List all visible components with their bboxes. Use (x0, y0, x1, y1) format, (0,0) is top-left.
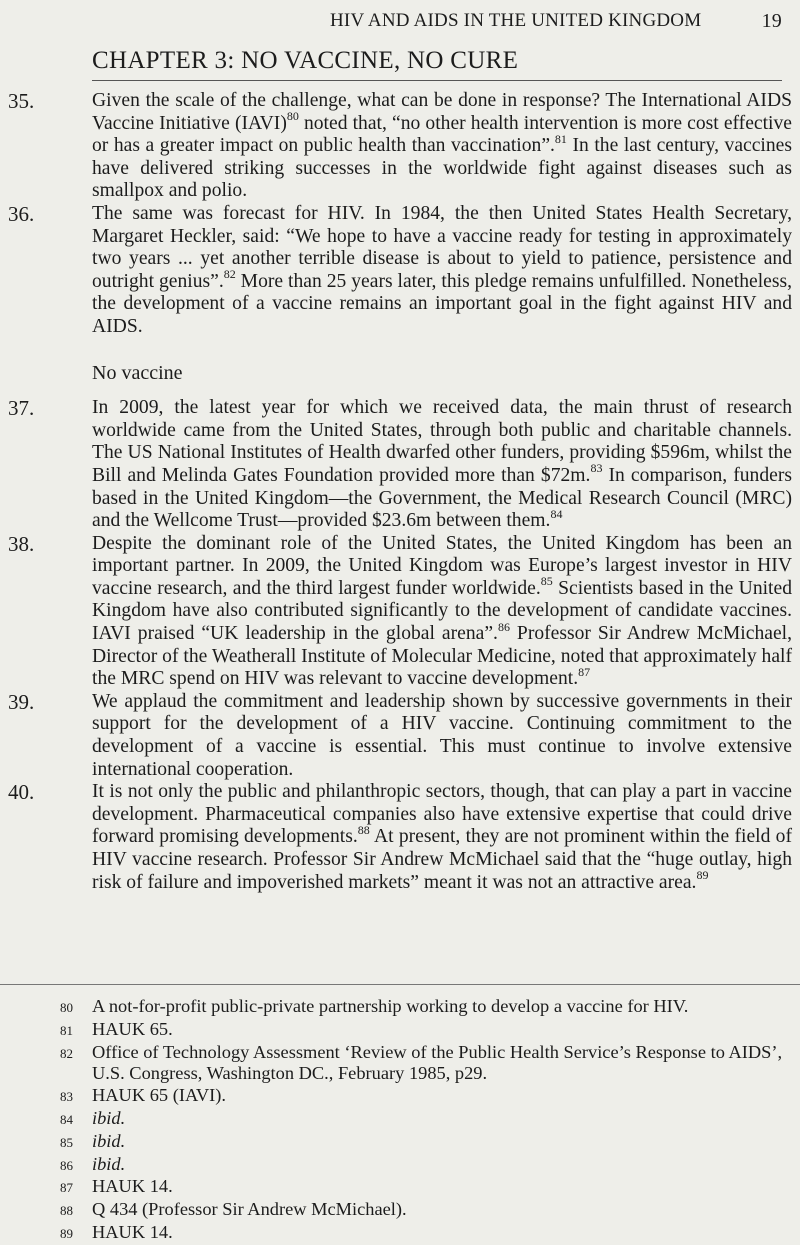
text-run: Given the scale of the challenge, what can be done in response? The International AIDS Vaccine Initiative (IAVI) (92, 90, 792, 134)
footnote (60, 1042, 788, 1086)
footnote-text: HAUK 65. (92, 1018, 173, 1039)
footnote-text: HAUK 14. (92, 1221, 173, 1242)
text-run: noted that, “no other health intervention is more cost effective or has a greater impact on public health than vaccination”. (92, 112, 792, 157)
text-run: In comparison, funders based in the United Kingdom—the Government, the Medical Research Council (MRC) and the Wellcome Trust—provided $23.6m between them. (92, 464, 793, 532)
text-run: More than 25 years later, this pledge remains unfulfilled. Nonetheless, the development of a vaccine remains an important goal in the fight against HIV and AIDS. (92, 270, 792, 337)
footnote-text: ibid. (92, 1107, 126, 1128)
footnote-reference: 80 (286, 109, 299, 124)
section-subheading: No vaccine (92, 361, 183, 384)
text-run: The same was forecast for HIV. In 1984, the then United States Health Secretary, Margaret Heckler, said: “We hope to have a vaccine ready for testing in approximately two years ... yet another terrible disease is about to yield to patience, persistence and outright genius”. (92, 202, 792, 292)
footnote-text: HAUK 14. (92, 1176, 173, 1197)
paragraph-number: 40. (8, 780, 35, 805)
paragraph-text (92, 691, 792, 781)
page-number: 19 (761, 9, 782, 32)
footnote (60, 1108, 788, 1131)
text-run: In 2009, the latest year for which we received data, the main thrust of research worldwide came from the United States, through both public and charitable channels. The US National Institutes of Health dwarfed other funders, providing $596m, whilst the Bill and Melinda Gates Foundation provided more than $72m. (92, 397, 792, 486)
footnote-text: A not-for-profit public-private partnership working to develop a vaccine for HIV. (92, 996, 689, 1016)
paragraph-number: 36. (8, 201, 35, 226)
paragraph (8, 203, 792, 339)
footnote-reference: 89 (696, 868, 709, 883)
footnote-number: 89 (60, 1225, 73, 1241)
footnote-text: HAUK 65 (IAVI). (92, 1085, 226, 1106)
footnote-number: 85 (60, 1134, 73, 1150)
paragraph (8, 533, 792, 691)
paragraph-text (92, 90, 792, 203)
footnote-reference: 88 (357, 822, 370, 837)
footnote-number: 80 (60, 1000, 73, 1015)
footnote-text: Office of Technology Assessment ‘Review of the Public Health Service’s Response to AIDS’, U.S. Congress, Washington DC., February 1985, p29. (92, 1041, 783, 1084)
text-run: We applaud the commitment and leadership shown by successive governments in their support for the development of a HIV vaccine. Continuing commitment to the development of a vaccine is essential. This must continue to involve extensive international cooperation. (92, 690, 792, 780)
paragraph-text (92, 533, 792, 691)
text-run: In the last century, vaccines have delivered striking successes in the worldwide fight against diseases such as smallpox and polio. (92, 135, 792, 202)
footnote-number: 86 (60, 1157, 73, 1173)
footnote-reference: 86 (497, 619, 510, 634)
text-run: It is not only the public and philanthropic sectors, though, that can play a part in vaccine development. Pharmaceutical companies also have extensive expertise that could drive forward promising developments. (92, 781, 792, 848)
body-text (8, 90, 792, 894)
footnote (60, 1222, 788, 1245)
footnote-reference: 81 (554, 131, 567, 146)
footnote (60, 1176, 788, 1199)
paragraph (8, 90, 792, 203)
footnote (60, 1085, 788, 1108)
footnotes (60, 996, 788, 1245)
footnote (60, 1131, 788, 1154)
footnote (60, 996, 788, 1019)
running-header (330, 0, 782, 42)
text-run: Professor Sir Andrew McMichael, Director of the Weatherall Institute of Molecular Medicine, noted that approximately half the MRC spend on HIV was relevant to vaccine development. (92, 623, 792, 690)
chapter-title: CHAPTER 3: NO VACCINE, NO CURE (92, 47, 782, 81)
paragraph-text (92, 203, 792, 339)
footnote-number: 82 (60, 1045, 73, 1061)
paragraph (8, 691, 792, 781)
paragraph-number: 37. (8, 396, 35, 421)
footnote-divider (0, 984, 800, 985)
footnote-reference: 82 (223, 267, 236, 282)
footnote-text: ibid. (92, 1130, 126, 1151)
running-title: HIV AND AIDS IN THE UNITED KINGDOM (330, 10, 702, 31)
footnote-reference: 85 (540, 574, 553, 589)
footnote-number: 81 (60, 1022, 73, 1038)
footnote-number: 88 (60, 1203, 73, 1219)
footnote-text: Q 434 (Professor Sir Andrew McMichael). (92, 1199, 407, 1220)
footnote-text: ibid. (92, 1153, 126, 1174)
footnote-number: 83 (60, 1089, 73, 1105)
footnote-number: 87 (60, 1180, 73, 1196)
footnote (60, 1154, 788, 1177)
paragraph-number: 35. (8, 89, 35, 113)
paragraph (8, 397, 792, 533)
text-run: Scientists based in the United Kingdom have also contributed significantly to the development of candidate vaccines. IAVI praised “UK leadership in the global arena”. (92, 577, 792, 645)
footnote-number: 84 (60, 1111, 73, 1127)
paragraph-text (92, 397, 792, 533)
footnote-reference: 83 (590, 461, 603, 476)
footnote-reference: 84 (550, 506, 563, 521)
footnote (60, 1019, 788, 1042)
paragraph-text (92, 781, 792, 894)
text-run: Despite the dominant role of the United States, the United Kingdom has been an important partner. In 2009, the United Kingdom was Europe’s largest investor in HIV vaccine research, and the third largest funder worldwide. (92, 532, 792, 599)
footnote-reference: 87 (578, 664, 591, 679)
footnote (60, 1199, 788, 1222)
paragraph-number: 39. (8, 689, 35, 714)
paragraph-number: 38. (8, 531, 35, 556)
paragraph (8, 781, 792, 894)
text-run: At present, they are not prominent within the field of HIV vaccine research. Professor Sir Andrew McMichael said that the “huge outlay, high risk of failure and impoverished markets” meant it was not an attractive area. (92, 826, 792, 893)
